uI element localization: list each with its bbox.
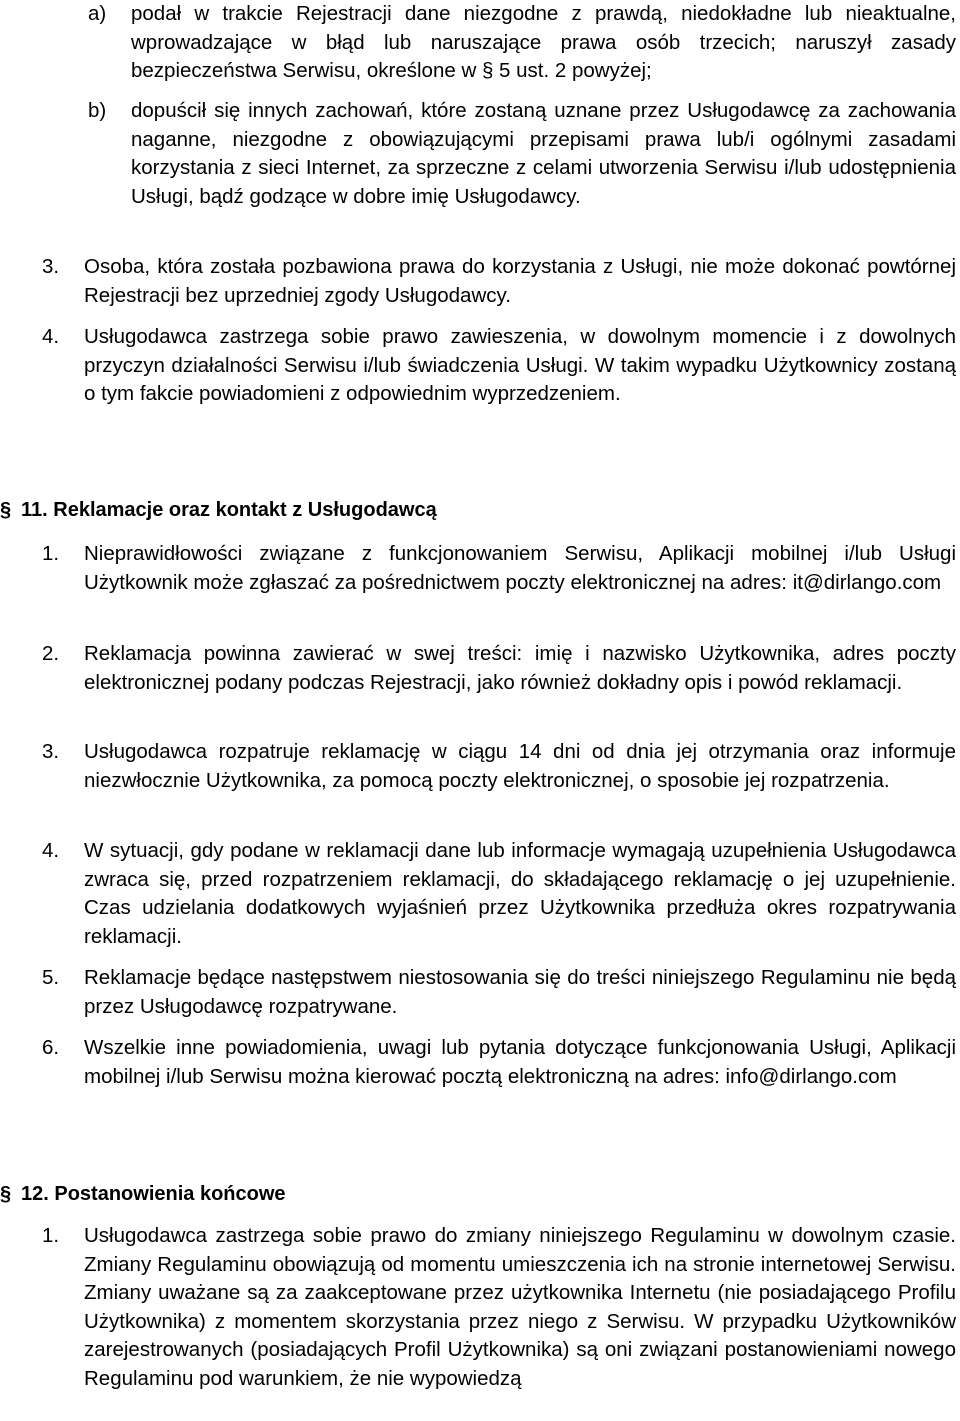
section-title: 11. Reklamacje oraz kontakt z Usługodawcą [21, 499, 437, 521]
list-item-text: Usługodawca rozpatruje reklamację w ciągu 14 dni od dnia jej otrzymania oraz informuje niezwłocznie Użytkownika, za pomocą poczty elektronicznej, o sposobie jej rozpatrzenia. [84, 740, 956, 792]
list-item-text: dopuścił się innych zachowań, które zostaną uznane przez Usługodawcę za zachowania naganne, niezgodne z obowiązującymi przepisami prawa lub/i ogólnymi zasadami korzystania z sieci Internet, za sprzeczne z celami utworzenia Serwisu i/lub udostępnienia Usługi, bądź godzące w dobre imię Usługodawcy. [131, 99, 956, 208]
list-item [42, 253, 956, 310]
list-item [42, 738, 956, 795]
list-marker: 5. [42, 966, 60, 989]
list-item [42, 540, 956, 597]
list-item [42, 323, 956, 409]
section-heading-12 [0, 1180, 286, 1208]
section-bullet: § [0, 499, 12, 521]
list-marker: 1. [42, 542, 60, 565]
list-marker: b) [88, 99, 107, 122]
list-marker: 2. [42, 642, 60, 665]
list-item-text: Wszelkie inne powiadomienia, uwagi lub pytania dotyczące funkcjonowania Usługi, Aplikacji mobilnej i/lub Serwisu można kierować pocztą elektroniczną na adres: info@dirlango.com [84, 1036, 956, 1088]
list-item-text: podał w trakcie Rejestracji dane niezgodne z prawdą, niedokładne lub nieaktualne, wprowadzające w błąd lub naruszające prawa osób trzecich; naruszył zasady bezpieczeństwa Serwisu, określone w § 5 ust. 2 powyżej; [131, 2, 956, 82]
list-marker: 4. [42, 839, 60, 862]
list-item [42, 1034, 956, 1091]
list-item-text: Nieprawidłowości związane z funkcjonowaniem Serwisu, Aplikacji mobilnej i/lub Usługi Użytkownik może zgłaszać za pośrednictwem poczty elektronicznej na adres: it@dirlango.com [84, 542, 956, 594]
list-item [42, 837, 956, 951]
section-bullet: § [0, 1183, 12, 1205]
list-marker: 1. [42, 1224, 60, 1247]
list-item-text: Osoba, która została pozbawiona prawa do korzystania z Usługi, nie może dokonać powtórnej Rejestracji bez uprzedniej zgody Usługodawcy. [84, 255, 956, 307]
list-marker: 6. [42, 1036, 60, 1059]
list-item-text: Usługodawca zastrzega sobie prawo zawieszenia, w dowolnym momencie i z dowolnych przyczyn działalności Serwisu i/lub świadczenia Usługi. W takim wypadku Użytkownicy zostaną o tym fakcie powiadomieni z odpowiednim wyprzedzeniem. [84, 325, 956, 405]
list-marker: 3. [42, 740, 60, 763]
list-marker: 4. [42, 325, 60, 348]
list-item [42, 964, 956, 1021]
list-item-text: W sytuacji, gdy podane w reklamacji dane lub informacje wymagają uzupełnienia Usługodawca zwraca się, przed rozpatrzeniem reklamacji, do składającego reklamację o jej uzupełnienie. Czas udzielania dodatkowych wyjaśnień przez Użytkownika przedłuża okres rozpatrywania reklamacji. [84, 839, 956, 948]
list-item-b [88, 97, 956, 211]
list-item-text: Reklamacja powinna zawierać w swej treści: imię i nazwisko Użytkownika, adres poczty elektronicznej podany podczas Rejestracji, jako również dokładny opis i powód reklamacji. [84, 642, 956, 694]
list-item [42, 1222, 956, 1393]
section-heading-11 [0, 496, 437, 524]
list-item-text: Usługodawca zastrzega sobie prawo do zmiany niniejszego Regulaminu w dowolnym czasie. Zmiany Regulaminu obowiązują od momentu umieszczenia ich na stronie internetowej Serwisu. Zmiany uważane są za zaakceptowane przez użytkownika Internetu (nie posiadającego Profilu Użytkownika) z momentem skorzystania przez niego z Serwisu. W przypadku Użytkowników zarejestrowanych (posiadających Profil Użytkownika) są oni związani postanowieniami nowego Regulaminu pod warunkiem, że nie wypowiedzą [84, 1224, 956, 1390]
list-marker: a) [88, 2, 107, 25]
section-title: 12. Postanowienia końcowe [21, 1183, 286, 1205]
list-item-a [88, 0, 956, 86]
list-marker: 3. [42, 255, 60, 278]
list-item [42, 640, 956, 697]
list-item-text: Reklamacje będące następstwem niestosowania się do treści niniejszego Regulaminu nie będą przez Usługodawcę rozpatrywane. [84, 966, 956, 1018]
